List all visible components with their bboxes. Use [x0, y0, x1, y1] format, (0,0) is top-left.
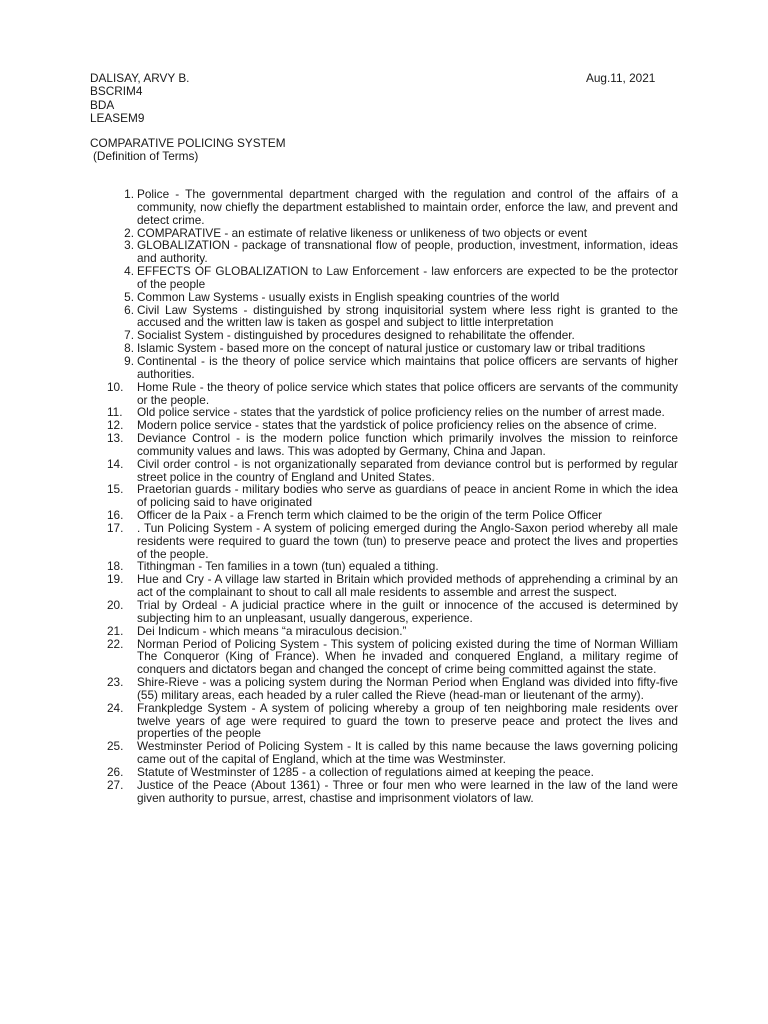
term-item: [107, 675, 678, 702]
term-number: 14.: [107, 456, 124, 471]
title-block: [90, 137, 286, 164]
term-number: 23.: [107, 675, 124, 690]
term-item: [107, 456, 678, 484]
term-text: COMPARATIVE - an estimate of relative likeness or unlikeness of two objects or event: [137, 225, 587, 240]
term-text: Justice of the Peace (About 1361) - Three or four men who were learned in the law of the land were given authority to pursue, arrest, chastise and imprisonment violators of law.: [137, 777, 678, 805]
term-number: 20.: [107, 598, 124, 612]
term-number: 25.: [107, 739, 124, 754]
term-text: Tithingman - Ten families in a town (tun) equaled a tithing.: [137, 559, 439, 574]
term-number: 27.: [107, 777, 124, 792]
term-number: 7.: [124, 328, 134, 343]
document-subtitle: (Definition of Terms): [93, 149, 199, 164]
student-name: DALISAY, ARVY B.: [90, 71, 190, 85]
document-title: COMPARATIVE POLICING SYSTEM: [90, 136, 286, 150]
term-number: 19.: [107, 572, 124, 587]
term-item: [124, 187, 678, 227]
term-text: Islamic System - based more on the concept of natural justice or customary law or tribal traditions: [137, 341, 646, 356]
term-number: 13.: [107, 431, 124, 446]
term-number: 10.: [107, 379, 124, 394]
term-number: 24.: [107, 700, 124, 715]
term-number: 4.: [124, 264, 134, 279]
term-number: 26.: [107, 764, 124, 779]
term-number: 11.: [107, 405, 123, 420]
term-text: Dei Indicum - which means “a miraculous decision.”: [137, 623, 407, 638]
term-text: Continental - is the theory of police service which maintains that police officers are servants of higher authorities.: [137, 353, 678, 381]
term-item: [107, 777, 678, 805]
term-item: [107, 700, 678, 741]
term-number: 18.: [107, 559, 124, 574]
term-number: 21.: [107, 623, 124, 638]
term-item: [107, 572, 678, 600]
term-text: Home Rule - the theory of police service which states that police officers are servants of the community or the people.: [137, 379, 678, 407]
term-number: 6.: [124, 302, 134, 317]
term-text: Frankpledge System - A system of policing whereby a group of ten neighboring male residents over twelve years of age were required to guard the town to preserve peace and protect the lives and properties of the people: [137, 700, 678, 741]
term-number: 9.: [124, 353, 134, 368]
section-code: BDA: [90, 97, 115, 112]
term-number: 5.: [124, 289, 134, 304]
term-text: Statute of Westminster of 1285 - a collection of regulations aimed at keeping the peace.: [137, 764, 594, 779]
term-number: 16.: [107, 508, 124, 523]
term-text: Deviance Control - is the modern police function which primarily involves the mission to reinforce community values and laws. This was adopted by Germany, China and Japan.: [137, 431, 678, 458]
term-number: 12.: [107, 418, 124, 433]
term-text: Officer de la Paix - a French term which claimed to be the origin of the term Police Officer: [137, 508, 603, 523]
term-text: Westminster Period of Policing System - It is called by this name because the laws governing policing came out of the capital of England, which at the time was Westminster.: [137, 739, 678, 767]
term-item: [124, 238, 678, 266]
term-text: Civil order control - is not organizationally separated from deviance control but is performed by regular street police in the country of England and United States.: [137, 456, 678, 484]
term-item: [124, 302, 678, 330]
term-text: Socialist System - distinguished by procedures designed to rehabilitate the offender.: [137, 328, 575, 343]
term-text: Common Law Systems - usually exists in English speaking countries of the world: [137, 289, 560, 304]
term-item: [107, 739, 678, 767]
term-number: 8.: [124, 341, 134, 356]
term-text: Police - The governmental department charged with the regulation and control of the affairs of a community, now chiefly the department established to maintain order, enforce the law, and prevent and detect crime.: [137, 187, 678, 227]
term-item: [124, 264, 678, 291]
term-number: 15.: [107, 482, 124, 497]
terms-list: [107, 187, 678, 805]
term-text: Norman Period of Policing System - This system of policing existed during the time of Norman William The Conqueror (King of France). When he invaded and conquered England, a military regime of conquers and dictators began and changed the concept of crime being committed against the state.: [137, 636, 678, 677]
term-text: GLOBALIZATION - package of transnational flow of people, production, investment, information, ideas and authority.: [137, 238, 678, 266]
term-number: 2.: [124, 225, 134, 240]
term-text: Shire-Rieve - was a policing system during the Norman Period when England was divided into fifty-five (55) military areas, each headed by a ruler called the Rieve (head-man or lieutenant of the army).: [137, 675, 678, 702]
term-text: Civil Law Systems - distinguished by strong inquisitorial system where less right is granted to the accused and the written law is taken as gospel and subject to little interpretation: [137, 302, 678, 330]
course-code: BSCRIM4: [90, 84, 143, 99]
term-item: [107, 520, 678, 561]
term-item: [107, 482, 678, 510]
term-item: [107, 431, 678, 458]
term-item: [107, 379, 678, 407]
term-text: EFFECTS OF GLOBALIZATION to Law Enforcement - law enforcers are expected to be the protector of the people: [137, 264, 678, 291]
term-item: [107, 598, 678, 625]
term-number: 1.: [124, 187, 134, 201]
term-text: Old police service - states that the yardstick of police proficiency relies on the number of arrest made.: [137, 405, 665, 420]
term-number: 17.: [107, 520, 124, 535]
document-date: Aug.11, 2021: [586, 71, 656, 85]
term-item: [124, 353, 678, 381]
term-text: Modern police service - states that the yardstick of police proficiency relies on the absence of crime.: [137, 418, 657, 433]
term-text: Trial by Ordeal - A judicial practice where in the guilt or innocence of the accused is determined by subjecting him to an unpleasant, usually dangerous, experience.: [137, 598, 678, 625]
subject-code: LEASEM9: [90, 111, 145, 126]
term-number: 22.: [107, 636, 124, 651]
term-number: 3.: [124, 238, 134, 253]
student-info: [90, 72, 189, 126]
term-text: . Tun Policing System - A system of policing emerged during the Anglo-Saxon period whereby all male residents were required to guard the town (tun) to preserve peace and protect the lives and properties of the people.: [137, 520, 678, 561]
term-text: Hue and Cry - A village law started in Britain which provided methods of apprehending a criminal by an act of the complainant to shout to call all male residents to assemble and arrest the suspect.: [137, 572, 678, 600]
term-item: [107, 636, 678, 677]
term-text: Praetorian guards - military bodies who serve as guardians of peace in ancient Rome in which the idea of policing said to have originated: [137, 482, 678, 510]
